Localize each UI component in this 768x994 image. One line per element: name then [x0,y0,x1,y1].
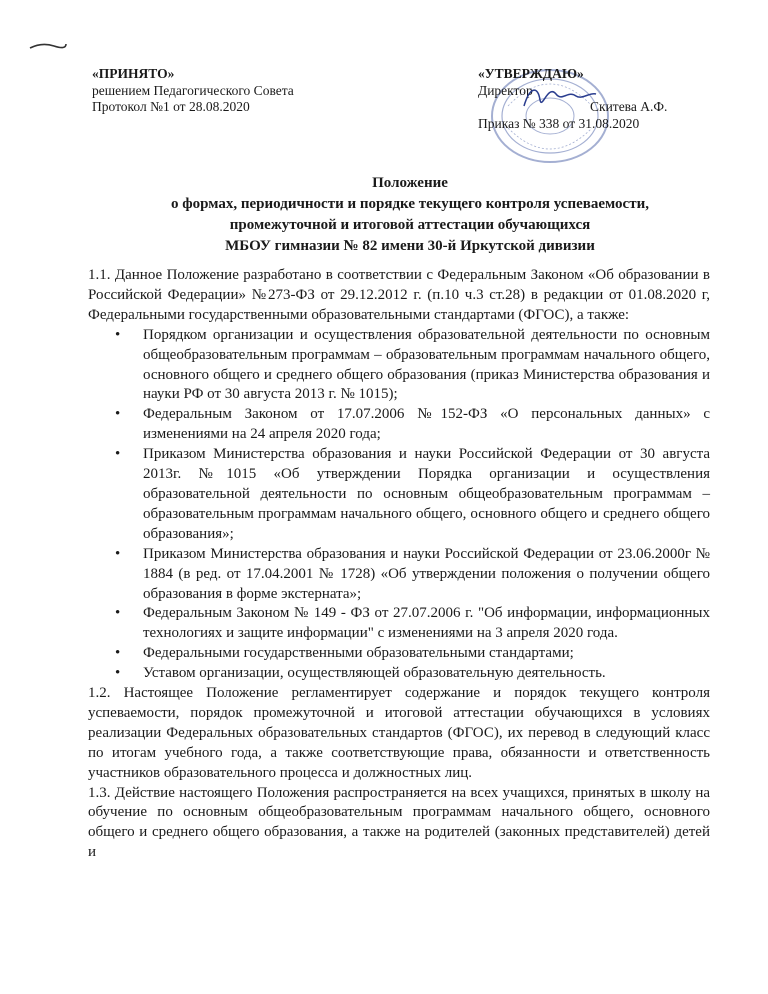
title-line-3: промежуточной и итоговой аттестации обучающихся [229,217,591,233]
list-item [88,326,710,406]
list-item-text: Уставом организации, осуществляющей образовательную деятельность. [143,665,606,682]
paragraph-1-3: 1.3. Действие настоящего Положения распространяется на всех учащихся, принятых в школу на обучение по основным общеобразовательным программам начального общего, основного общего и среднего общего образования, а также на родителей (законных представителей) детей и [88,784,710,861]
pen-mark-decoration [28,38,68,52]
list-item-text: Федеральным Законом от 17.07.2006 №152-ФЗ «О персональных данных» с изменениями на 24 апреля 2020 года; [143,406,710,443]
bullet-icon: • [115,446,121,463]
accepted-heading: «ПРИНЯТО» [92,66,175,81]
order-number: Приказ № 338 от 31.08.2020 [478,115,640,131]
document-title [60,173,760,257]
list-item-text: Федеральными государственными образовательными стандартами; [143,645,574,662]
list-item [88,545,710,605]
title-line-2: о формах, периодичности и порядке текущего контроля успеваемости, [171,196,649,212]
list-item [88,604,710,644]
paragraph-1-1: 1.1. Данное Положение разработано в соответствии с Федеральным Законом «Об образовании в Российской Федерации» №273-ФЗ от 29.12.2012 г. (п.10 ч.3 ст.28) в редакции от 01.08.2020 г, Федеральными государственными образовательными стандартами (ФГОС), а также: [88,267,710,323]
accepted-protocol: Протокол №1 от 28.08.2020 [92,99,250,114]
legal-basis-list [88,326,710,684]
list-item-text: Приказом Министерства образования и науки Российской Федерации от 23.06.2000г № 1884 (в ред. от 17.04.2001 № 1728) «Об утверждении положения о получении общего образования в форме экстерната»; [143,545,710,602]
director-label: Директор [478,82,533,98]
bullet-icon: • [115,326,121,343]
list-item-text: Порядком организации и осуществления образовательной деятельности по основным общеобразовательным программам – образовательным программам начального общего, основного общего и среднего общего образования (приказ Министерства образования и науки РФ от 30 августа 2013 г. № 1015); [143,326,710,403]
director-signature [520,80,600,114]
list-item [88,445,710,545]
list-item [88,644,710,664]
bullet-icon: • [115,665,121,682]
approval-heading: «УТВЕРЖДАЮ» [478,66,584,81]
bullet-icon: • [115,406,121,423]
list-item-text: Приказом Министерства образования и науки Российской Федерации от 30 августа 2013г. №1015 «Об утверждении Порядка организации и осуществления образовательной деятельности по основным общеобразовательным программам – образовательным программам начального общего, основного общего и среднего общего образования»; [143,446,710,542]
list-item-text: Федеральным Законом № 149 - ФЗ от 27.07.2006 г. "Об информации, информационных технологиях и защите информации" с изменениями на 3 апреля 2020 года. [143,605,710,642]
accepted-decision: решением Педагогического Совета [92,82,294,98]
list-item [88,664,710,684]
title-line-1: Положение [372,175,448,191]
bullet-icon: • [115,645,121,662]
document-body [88,266,710,863]
paragraph-1-2: 1.2. Настоящее Положение регламентирует содержание и порядок текущего контроля успеваемости, порядок промежуточной и итоговой аттестации обучающихся в условиях реализации Федеральных образовательных стандартов (ФГОС), их перевод в следующий класс по итогам учебного года, а также соответствующие права, обязанности и ответственность участников образовательного процесса и должностных лиц. [88,685,710,781]
accepted-block [92,66,294,116]
bullet-icon: • [115,545,121,562]
list-item [88,405,710,445]
bullet-icon: • [115,605,121,622]
director-name: Скитева А.Ф. [590,99,668,114]
title-line-4: МБОУ гимназии № 82 имени 30-й Иркутской дивизии [225,238,595,254]
